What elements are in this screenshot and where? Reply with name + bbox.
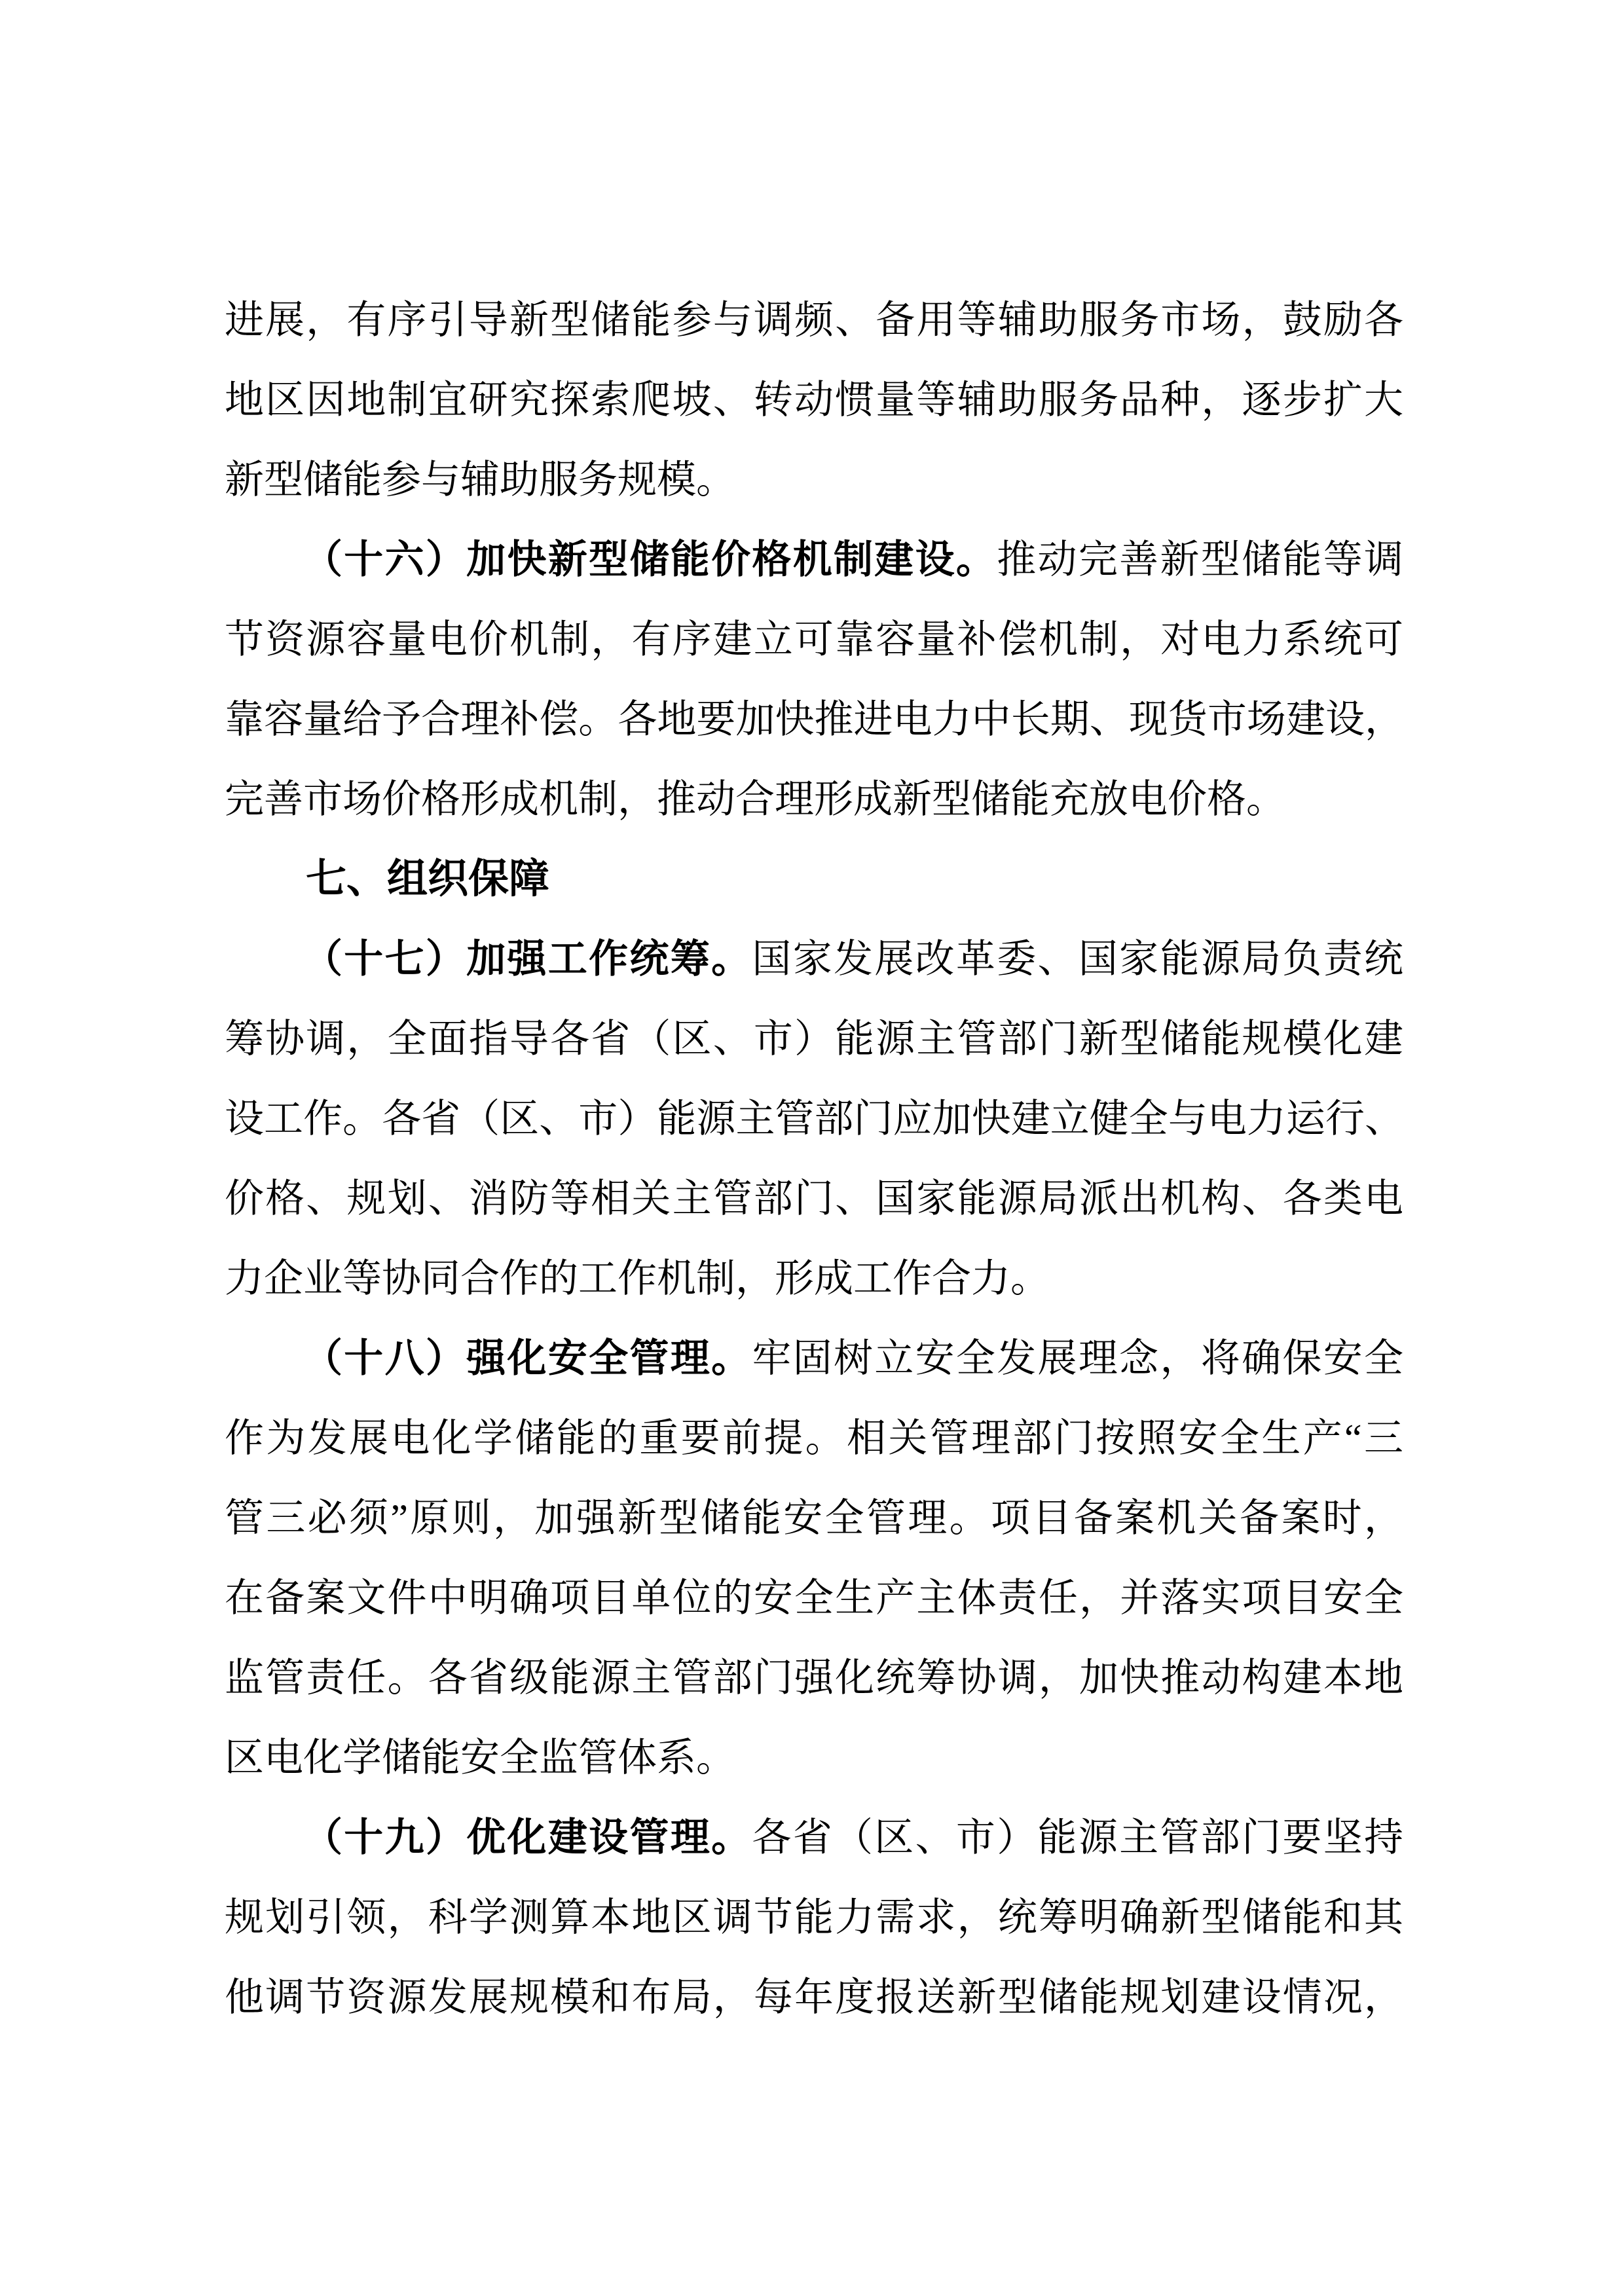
text-line: 他调节资源发展规模和布局，每年度报送新型储能规划建设情况， <box>225 1976 1403 2019</box>
text-line-item-18: （十八）强化安全管理。牢固树立安全发展理念，将确保安全 <box>303 1337 1403 1380</box>
text-line-item-19: （十九）优化建设管理。各省（区、市）能源主管部门要坚持 <box>303 1816 1403 1859</box>
text-line: 设工作。各省（区、市）能源主管部门应加快建立健全与电力运行、 <box>225 1097 1403 1140</box>
document-body <box>225 280 1403 2037</box>
text-line: 完善市场价格形成机制，推动合理形成新型储能充放电价格。 <box>225 778 1285 821</box>
text-line: 作为发展电化学储能的重要前提。相关管理部门按照安全生产“三 <box>225 1417 1403 1460</box>
text-line: 在备案文件中明确项目单位的安全生产主体责任，并落实项目安全 <box>225 1576 1403 1620</box>
section-heading: 七、组织保障 <box>306 856 550 902</box>
text-line: 筹协调，全面指导各省（区、市）能源主管部门新型储能规模化建 <box>225 1017 1403 1061</box>
text-line: 进展，有序引导新型储能参与调频、备用等辅助服务市场，鼓励各 <box>225 299 1403 342</box>
text-line-item-16: （十六）加快新型储能价格机制建设。推动完善新型储能等调 <box>303 538 1403 581</box>
text-line: 规划引领，科学测算本地区调节能力需求，统筹明确新型储能和其 <box>225 1896 1403 1939</box>
text-line: 区电化学储能安全监管体系。 <box>225 1736 735 1779</box>
text-line: 新型储能参与辅助服务规模。 <box>225 458 735 501</box>
text-line-item-17: （十七）加强工作统筹。国家发展改革委、国家能源局负责统 <box>303 938 1403 981</box>
text-line: 节资源容量电价机制，有序建立可靠容量补偿机制，对电力系统可 <box>225 618 1403 661</box>
text-line: 监管责任。各省级能源主管部门强化统筹协调，加快推动构建本地 <box>225 1656 1403 1700</box>
text-line: 靠容量给予合理补偿。各地要加快推进电力中长期、现货市场建设， <box>225 698 1403 741</box>
text-line: 地区因地制宜研究探索爬坡、转动惯量等辅助服务品种，逐步扩大 <box>225 378 1403 422</box>
text-line: 价格、规划、消防等相关主管部门、国家能源局派出机构、各类电 <box>225 1177 1403 1220</box>
text-line: 力企业等协同合作的工作机制，形成工作合力。 <box>225 1257 1050 1300</box>
text-line: 管三必须”原则，加强新型储能安全管理。项目备案机关备案时， <box>225 1497 1403 1540</box>
